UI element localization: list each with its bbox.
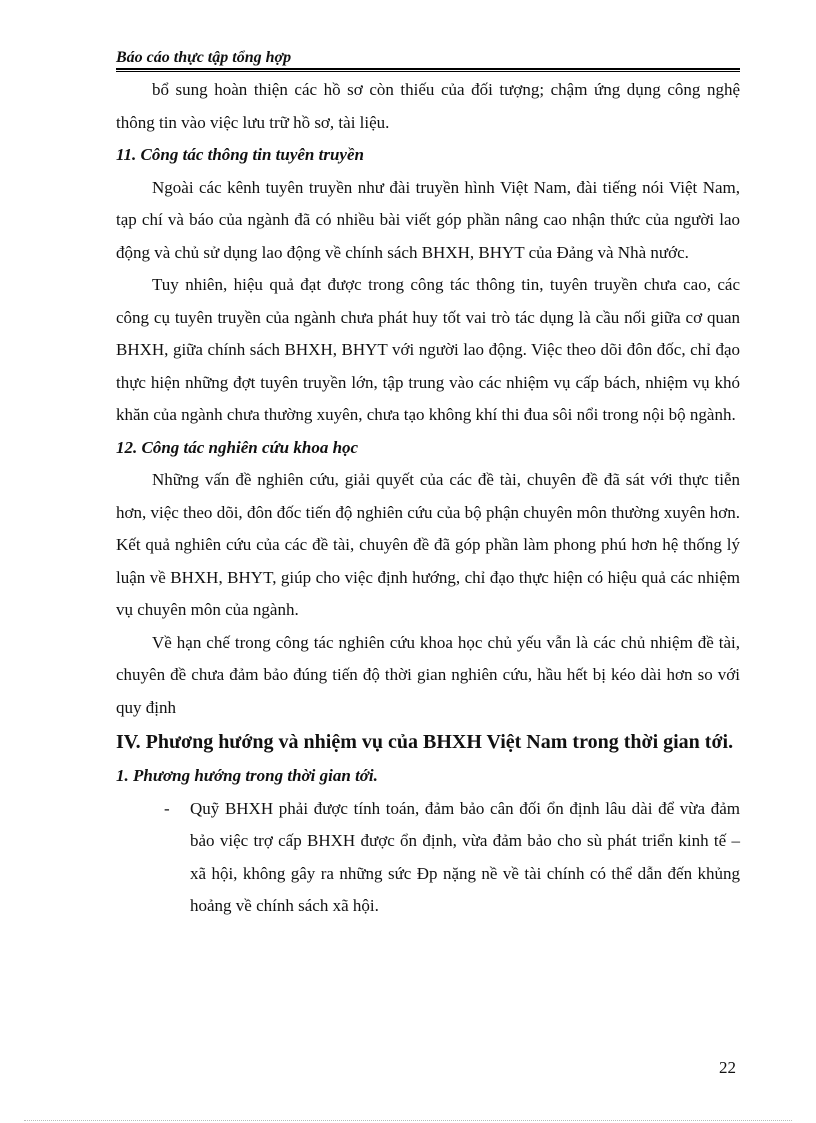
section-heading-12: 12. Công tác nghiên cứu khoa học (116, 437, 359, 457)
paragraph-research-1: Những vấn đề nghiên cứu, giải quyết của các đề tài, chuyên đề đã sát với thực tiễn hơn, việc theo dõi, đôn đốc tiến độ nghiên cứu của bộ phận chuyên môn thường xuyên hơn. Kết quả nghiên cứu của các đề tài, chuyên đề đã góp phần làm phong phú hơn hệ thống lý luận về BHXH, BHYT, giúp cho việc định hướng, chỉ đạo thực hiện có hiệu quả các nhiệm vụ chuyên môn của ngành. (116, 470, 740, 619)
paragraph-propaganda-2: Tuy nhiên, hiệu quả đạt được trong công tác thông tin, tuyên truyền chưa cao, các công cụ tuyên truyền của ngành chưa phát huy tốt vai trò tác dụng là cầu nối giữa cơ quan BHXH, giữa chính sách BHXH, BHYT với người lao động. Việc theo dõi đôn đốc, chỉ đạo thực hiện những đợt tuyên truyền lớn, tập trung vào các nhiệm vụ cấp bách, nhiệm vụ khó khăn của ngành chưa thường xuyên, chưa tạo không khí thi đua sôi nổi trong nội bộ ngành. (116, 275, 740, 424)
bullet-item (116, 793, 740, 923)
footer-rule (24, 1120, 792, 1121)
chapter-heading-iv: IV. Phương hướng và nhiệm vụ của BHXH Việt Nam trong thời gian tới. (116, 731, 734, 753)
header-rule-thin (116, 71, 740, 72)
paragraph-propaganda-1: Ngoài các kênh tuyên truyền như đài truyền hình Việt Nam, đài tiếng nói Việt Nam, tạp chí và báo của ngành đã có nhiều bài viết góp phần nâng cao nhận thức của người lao động và chủ sử dụng lao động về chính sách BHXH, BHYT của Đảng và Nhà nước. (116, 177, 740, 262)
page-number: 22 (719, 1058, 736, 1077)
subsection-heading-1: 1. Phương hướng trong thời gian tới. (116, 766, 378, 785)
paragraph-research-2: Về hạn chế trong công tác nghiên cứu khoa học chủ yếu vẫn là các chủ nhiệm đề tài, chuyên đề chưa đảm bảo đúng tiến độ thời gian nghiên cứu, hầu hết bị kéo dài hơn so với quy định (116, 632, 740, 717)
page-header (116, 48, 740, 72)
section-heading-11: 11. Công tác thông tin tuyên truyền (116, 145, 364, 164)
document-body (116, 74, 740, 923)
bullet-dash: - (164, 798, 170, 818)
bullet-text: Quỹ BHXH phải được tính toán, đảm bảo cân đối ổn định lâu dài để vừa đảm bảo việc trợ cấp BHXH được ổn định, vừa đảm bảo cho sù phát triển kinh tế – xã hội, không gây ra những sức Đp nặng nề về tài chính có thể dẫn đến khủng hoảng về chính sách xã hội. (190, 798, 740, 915)
header-rule-thick (116, 68, 740, 70)
header-title: Báo cáo thực tập tổng hợp (116, 49, 292, 66)
continuation-paragraph: bổ sung hoàn thiện các hồ sơ còn thiếu của đối tượng; chậm ứng dụng công nghệ thông tin vào việc lưu trữ hồ sơ, tài liệu. (116, 80, 740, 132)
